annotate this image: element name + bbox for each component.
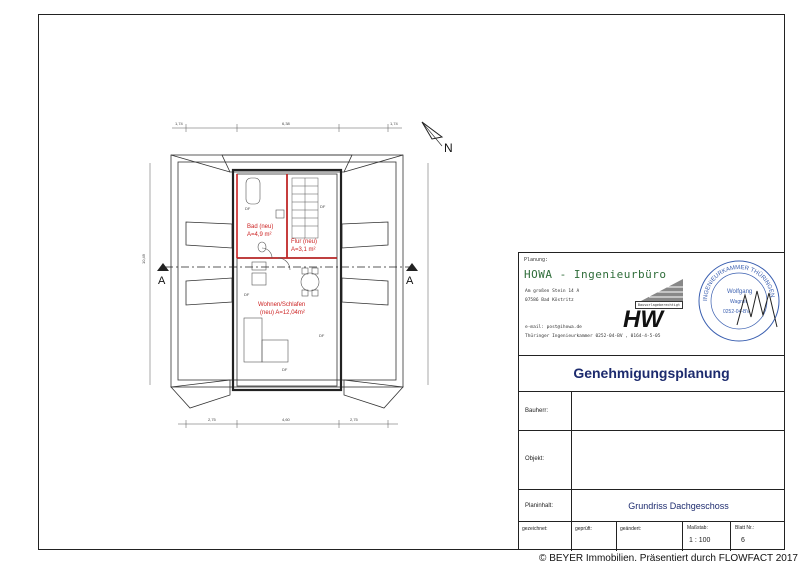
firm-logo-icon: [619, 275, 699, 331]
section-marker-left: A: [158, 275, 166, 287]
stair: [292, 178, 318, 238]
firm-street: Am großen Stein 14 A: [525, 289, 580, 294]
seal-name: Wolfgang: [727, 289, 753, 295]
massstab-label: Maßstab:: [687, 525, 708, 531]
engineer-seal: [697, 255, 785, 351]
section-line: [157, 263, 418, 271]
seal-ring-text: INGENIEURKAMMER THÜRINGEN: [702, 264, 775, 302]
dim-bottom-1: 2,75: [208, 417, 216, 422]
seal-number: 0252-04-BV: [723, 309, 750, 315]
dim-top-2: 6,38: [282, 121, 290, 126]
dim-top-1: 1,74: [175, 121, 183, 126]
df-label: DF: [244, 292, 250, 297]
geaendert-label: geändert:: [620, 526, 642, 532]
copyright-notice: © BEYER Immobilien. Präsentiert durch FLOWFACT 2017: [539, 553, 798, 564]
title-block: [518, 252, 785, 550]
north-arrow-icon: [422, 122, 453, 155]
firm-city: 07586 Bad Köstritz: [525, 298, 574, 303]
df-label: DF: [245, 206, 251, 211]
room-wohnen-name: Wohnen/Schlafen: [258, 302, 306, 308]
room-wohnen-area: (neu) A=12,04m²: [260, 310, 305, 316]
dim-top-3: 1,74: [390, 121, 398, 126]
massstab-value: 1 : 100: [689, 537, 711, 544]
section-marker-right: A: [406, 275, 414, 287]
firm-stamp-box: Bauvorlageberechtigt: [635, 301, 683, 309]
planinhalt-label: Planinhalt:: [525, 503, 554, 509]
bath-fixtures: [246, 178, 284, 252]
firm-register: Thüringer Ingenieurkammer 0252-04-BV , 0164-4-5-05: [525, 334, 661, 339]
dim-left: 10,49: [141, 253, 146, 264]
df-label: DF: [320, 204, 326, 209]
gezeichnet-label: gezeichnet:: [522, 526, 548, 532]
blatt-label: Blatt Nr.:: [735, 525, 755, 531]
firm-email: e-mail: post@ihowa.de: [525, 325, 582, 330]
new-walls: [237, 174, 337, 258]
room-flur-name: Flur (neu): [291, 239, 318, 245]
dim-bottom-2: 4,60: [282, 417, 290, 422]
bauherr-label: Bauherr:: [525, 408, 549, 414]
objekt-label: Objekt:: [525, 456, 545, 462]
room-flur-area: A=3,1 m²: [291, 247, 316, 253]
blatt-value: 6: [741, 537, 745, 544]
planinhalt-value: Grundriss Dachgeschoss: [628, 501, 729, 511]
planung-label: Planung:: [524, 257, 549, 263]
room-bad-area: A=4,9 m²: [247, 232, 272, 238]
north-label: N: [444, 141, 453, 155]
logo-letters: HW: [623, 306, 663, 331]
plan-title: Genehmigungsplanung: [573, 365, 730, 381]
firm-name: HOWA - Ingenieurbüro: [524, 268, 667, 281]
geprueft-label: geprüft:: [575, 526, 592, 532]
room-bad-name: Bad (neu): [247, 224, 274, 230]
seal-surname: Wagner: [730, 299, 748, 305]
df-label: DF: [282, 367, 288, 372]
dim-bottom-3: 2,75: [350, 417, 358, 422]
df-label: DF: [319, 333, 325, 338]
